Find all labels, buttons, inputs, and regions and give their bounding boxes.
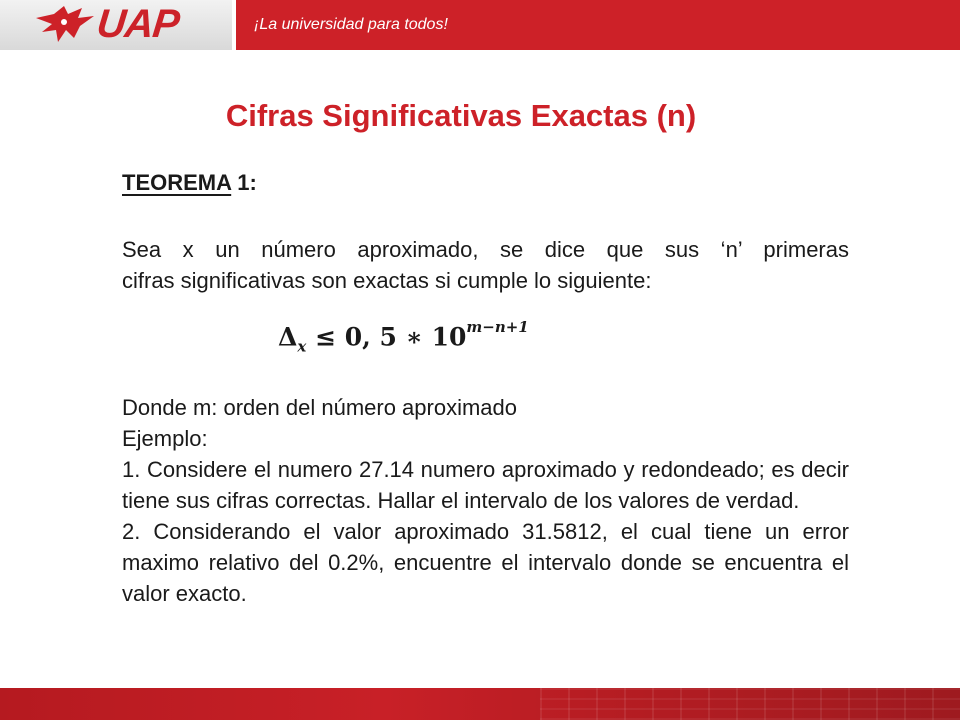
- formula-delta: Δ: [278, 322, 298, 352]
- theorem-label: TEOREMA: [122, 170, 232, 195]
- example-item-1: 1. Considere el numero 27.14 numero aproximado y redondeado; es decir tiene sus cifras correctas. Hallar el intervalo de los valores de verdad.: [122, 457, 849, 513]
- slide-content: [122, 170, 849, 606]
- theorem-number: 1:: [231, 170, 257, 195]
- ejemplo-line: Ejemplo:: [122, 426, 208, 451]
- footer-pattern: [540, 688, 960, 720]
- formula-relation: ≤ 0, 5 ∗ 10: [306, 322, 467, 352]
- example-item-2: 2. Considerando el valor aproximado 31.5812, el cual tiene un error maximo relativo del 0.2%, encuentre el intervalo donde se encuentra el valor exacto.: [122, 519, 849, 606]
- statement-line-2: cifras significativas son exactas si cumple lo siguiente:: [122, 268, 652, 293]
- eagle-emblem-icon: [34, 4, 96, 44]
- theorem-heading: [122, 170, 849, 196]
- uap-logo: [0, 0, 232, 50]
- slogan: ¡La universidad para todos!: [254, 16, 448, 33]
- statement-line-1: Sea x un número aproximado, se dice que sus ‘n’ primeras: [122, 237, 849, 262]
- formula-subscript: x: [297, 337, 307, 356]
- donde-line: Donde m: orden del número aproximado: [122, 395, 518, 420]
- header: [0, 0, 960, 50]
- theorem-statement: [122, 234, 849, 296]
- logo-text: UAP: [94, 2, 181, 46]
- body-text: [122, 392, 849, 609]
- formula-exponent: m−n+1: [466, 318, 529, 336]
- formula: [278, 318, 529, 356]
- footer-band: [0, 688, 960, 720]
- slide-title: Cifras Significativas Exactas (n): [225, 98, 697, 133]
